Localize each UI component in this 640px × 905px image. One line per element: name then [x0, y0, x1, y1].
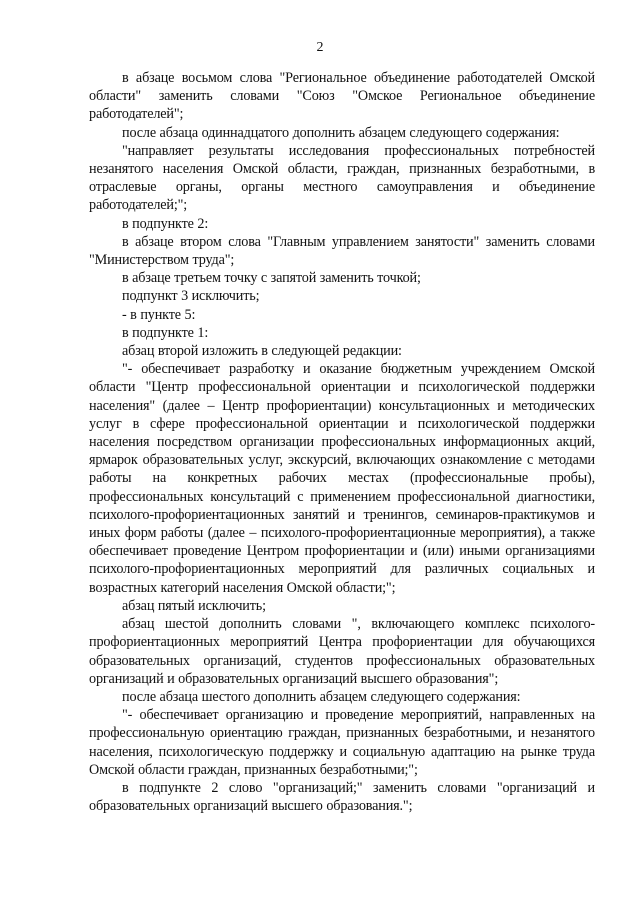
paragraph: подпункт 3 исключить; [122, 288, 260, 305]
page-number: 2 [316, 40, 324, 55]
paragraph: в абзаце третьем точку с запятой заменить точкой; [122, 270, 421, 287]
paragraph: после абзаца шестого дополнить абзацем следующего содержания: [122, 688, 521, 705]
paragraph: "- обеспечивает организацию и проведение мероприятий, направленных на профессиональную ориентацию граждан, признанных безработными, и незанятого населения, психологическую поддержку и социальную адаптацию на рынке труда Омской области граждан, признанных безработными;"; [89, 707, 595, 778]
paragraph: после абзаца одиннадцатого дополнить абзацем следующего содержания: [122, 124, 560, 141]
paragraph: в абзаце втором слова "Главным управлением занятости" заменить словами "Министерством труда"; [89, 233, 595, 269]
paragraph: в подпункте 2 слово "организаций;" заменить словами "организаций и образовательных организаций высшего образования."; [89, 779, 595, 815]
paragraph: "направляет результаты исследования профессиональных потребностей незанятого населения Омской области, граждан, признанных безработными, в отраслевые органы, органы местного самоуправления и объединение работодателей;"; [89, 142, 595, 214]
document-body [89, 69, 595, 815]
paragraph: - в пункте 5: [122, 306, 196, 323]
paragraph: абзац пятый исключить; [122, 597, 266, 614]
paragraph: в подпункте 1: [122, 324, 209, 341]
paragraph: в подпункте 2: [122, 215, 209, 232]
paragraph: в абзаце восьмом слова "Региональное объединение работодателей Омской области" заменить словами "Союз "Омское Региональное объединение работодателей"; [89, 70, 595, 123]
paragraph: абзац второй изложить в следующей редакции: [122, 343, 402, 360]
paragraph: "- обеспечивает разработку и оказание бюджетным учреждением Омской области "Центр профессиональной ориентации и психологической поддержки населения" (далее – Центр профориентации) консультационных и методических услуг в сфере профессиональной ориентации и психологической поддержки населения посредством организации профессиональных информационных акций, ярмарок образовательных услуг, экскурсий, включающих ознакомление с методами работы на конкретных рабочих местах (профессиональные пробы), профессиональных консультаций с применением профессиональной диагностики, психолого-профориентационных занятий и тренингов, семинаров-практикумов и иных форм работы (далее – психолого-профориентационные мероприятия), а также обеспечивает проведение Центром профориентации и (или) иными организациями психолого-профориентационных мероприятий для различных социальных и возрастных категорий населения Омской области;"; [89, 361, 595, 596]
paragraph: абзац шестой дополнить словами ", включающего комплекс психолого-профориентационных мероприятий Центра профориентации для обучающихся образовательных организаций, студентов профессиональных образовательных организаций и образовательных организаций высшего образования"; [89, 616, 595, 687]
